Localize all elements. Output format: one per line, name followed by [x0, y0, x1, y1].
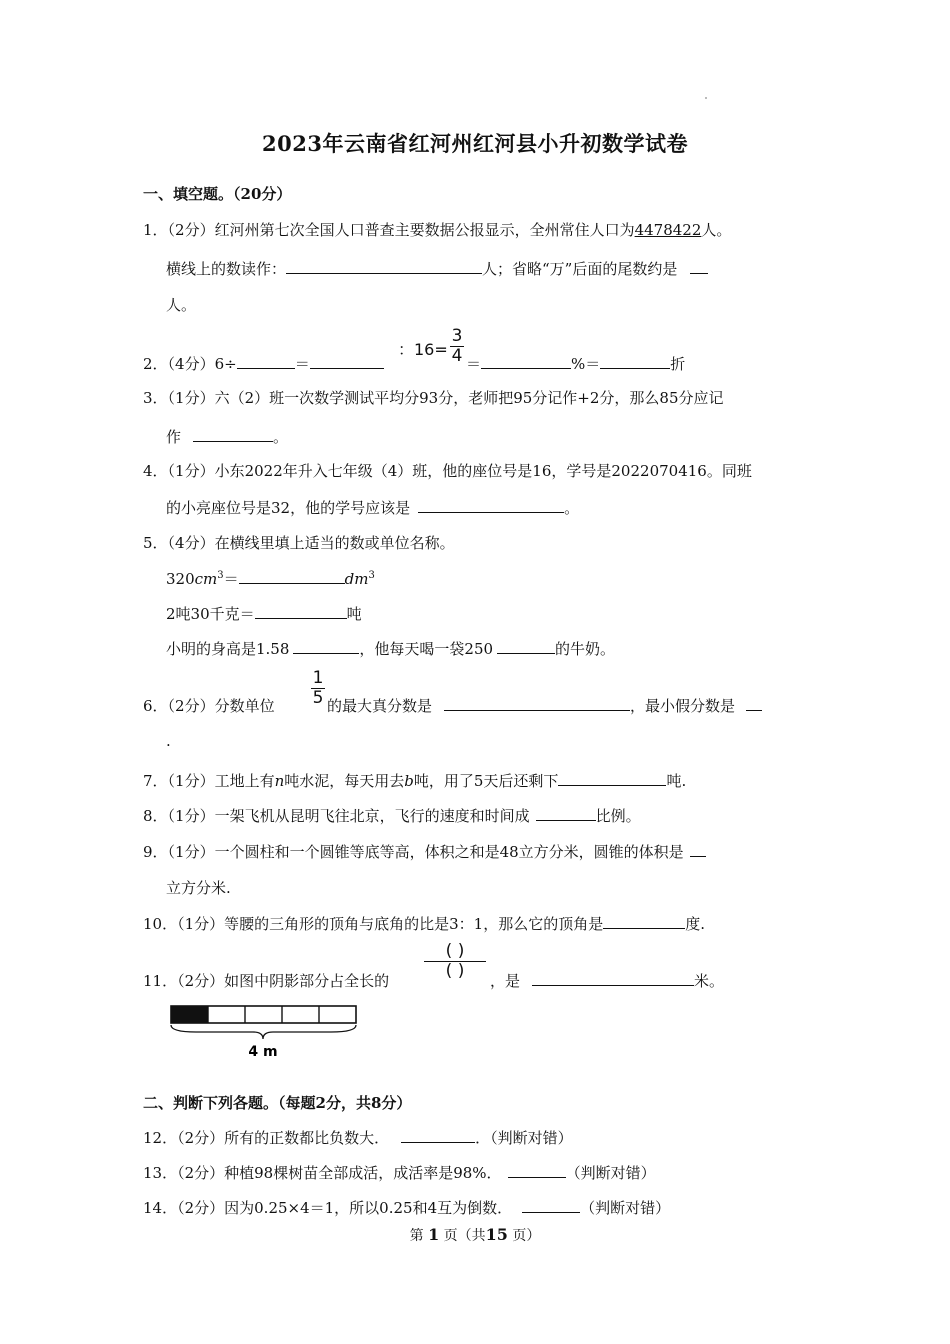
question-3-line-1: 3．（1分）六（2）班一次数学测试平均分93分，老师把95分记作+2分，那么85分应记	[143, 389, 724, 407]
q4-blank[interactable]	[418, 498, 564, 513]
q12-judge: ．（判断对错）	[475, 1129, 573, 1147]
q8-blank[interactable]	[536, 806, 596, 821]
q7-var-b: b	[404, 772, 414, 790]
q11-text: 11．（2分）如图中阴影部分占全长的	[143, 972, 390, 990]
q5-a-equals: ＝	[223, 570, 239, 588]
q1-read-blank[interactable]	[286, 259, 482, 274]
q7-text-2: 吨水泥，每天用去	[284, 772, 405, 790]
q2-percent: %＝	[571, 355, 601, 373]
q13-judge: （判断对错）	[565, 1164, 656, 1182]
question-1-line-2	[166, 258, 708, 279]
q6-fraction-1-5	[311, 669, 325, 708]
q11-bar-figure	[166, 1000, 366, 1062]
scan-speck	[705, 97, 707, 99]
q6-text-mid: 的最大真分数是	[327, 697, 433, 715]
q5-c-text: 小明的身高是1.58	[166, 640, 290, 658]
q6-fraction-denominator: 5	[312, 688, 324, 708]
q12-text: 12．（2分）所有的正数都比负数大．	[143, 1129, 390, 1147]
q1-underlined-number: 4478422	[634, 221, 702, 239]
q11-blank[interactable]	[532, 971, 694, 986]
q2-fraction-3-4	[450, 327, 464, 366]
q6-blank-2[interactable]	[746, 696, 762, 711]
q5-c-blank-2[interactable]	[497, 639, 555, 654]
q5-c-blank-1[interactable]	[293, 639, 359, 654]
q6-blank-1[interactable]	[444, 696, 630, 711]
q7-unit: 吨.	[666, 772, 687, 790]
question-5: 5．（4分）在横线里填上适当的数或单位名称。	[143, 534, 455, 552]
question-12	[143, 1127, 573, 1148]
question-2	[143, 353, 384, 374]
question-9-line-1	[143, 841, 706, 862]
q5-part-c	[166, 638, 615, 659]
q8-text-end: 比例。	[595, 807, 641, 825]
q1-text-end: 人。	[701, 221, 732, 239]
page-title: 2023年云南省红河州红河县小升初数学试卷	[262, 131, 688, 156]
q14-judge: （判断对错）	[580, 1199, 671, 1217]
q2-text: 2．（4分）6÷	[143, 355, 237, 373]
question-8	[143, 805, 641, 826]
question-2-rest	[466, 353, 685, 374]
q5-b-text: 2吨30千克＝	[166, 605, 255, 623]
q12-blank[interactable]	[401, 1128, 475, 1143]
q11-text-mid: ，是	[490, 972, 521, 990]
q6-text: 6．（2分）分数单位	[143, 697, 275, 715]
question-11-rest	[490, 970, 724, 991]
q7-text: 7．（1分）工地上有	[143, 772, 275, 790]
q3-end: 。	[273, 428, 289, 446]
q2-discount: 折	[670, 355, 686, 373]
q8-text: 8．（1分）一架飞机从昆明飞往北京，飞行的速度和时间成	[143, 807, 530, 825]
q7-blank[interactable]	[558, 771, 666, 786]
q5-b-blank[interactable]	[255, 604, 347, 619]
question-14	[143, 1197, 670, 1218]
section-2-heading: 二、判断下列各题。（每题2分，共8分）	[143, 1094, 412, 1112]
q13-text: 13．（2分）种植98棵树苗全部成活，成活率是98%．	[143, 1164, 502, 1182]
q6-fraction-numerator: 1	[312, 668, 324, 688]
q2-fraction-numerator: 3	[451, 326, 463, 346]
question-6-line-2: .	[166, 732, 171, 750]
footer-text-3: 页）	[512, 1228, 541, 1244]
bar-brace	[171, 1025, 356, 1039]
q7-text-3: 吨，用了5天后还剩下	[413, 772, 559, 790]
q5-a-blank[interactable]	[239, 569, 345, 584]
q1-approx-blank[interactable]	[690, 259, 708, 274]
q4-end: 。	[564, 499, 580, 517]
q14-text: 14．（2分）因为0.25×4＝1，所以0.25和4互为倒数．	[143, 1199, 513, 1217]
q1-approx-label: 人；省略“万”后面的尾数约是	[482, 260, 678, 278]
q10-text: 10．（1分）等腰的三角形的顶角与底角的比是3：1，那么它的顶角是	[143, 915, 604, 933]
q11-numerator-paren: ( )	[445, 941, 465, 961]
q11-unit: 米。	[694, 972, 725, 990]
q10-unit: 度.	[685, 915, 706, 933]
bar-length-label: 4 m	[248, 1044, 278, 1060]
question-4-line-1: 4．（1分）小东2022年升入七年级（4）班，他的座位号是16，学号是2022070416。同班	[143, 462, 752, 480]
footer-total-pages: 15	[485, 1225, 508, 1244]
q11-fraction-blank[interactable]	[424, 942, 486, 981]
q10-blank[interactable]	[603, 914, 685, 929]
footer-text-1: 第	[409, 1228, 424, 1244]
question-7	[143, 770, 686, 791]
q2-blank-2[interactable]	[310, 354, 384, 369]
footer-text-2: 页（共	[443, 1228, 486, 1244]
q3-label: 作	[166, 428, 182, 446]
q9-blank[interactable]	[690, 842, 706, 857]
q1-read-label: 横线上的数读作：	[166, 260, 287, 278]
q7-var-n: n	[274, 772, 285, 790]
question-13	[143, 1162, 656, 1183]
question-1-line-1	[143, 219, 731, 240]
question-6	[143, 695, 275, 716]
q2-fraction-denominator: 4	[451, 346, 463, 366]
q5-b-unit: 吨	[346, 605, 362, 623]
q5-a-number: 320	[166, 570, 195, 588]
q5-a-unit: cm	[194, 570, 218, 588]
bar-shaded-segment	[171, 1006, 208, 1023]
q5-a-unit-2: dm	[344, 570, 369, 588]
q13-blank[interactable]	[508, 1163, 566, 1178]
q2-blank-4[interactable]	[600, 354, 670, 369]
q9-text: 9．（1分）一个圆柱和一个圆锥等底等高，体积之和是48立方分米，圆锥的体积是	[143, 843, 684, 861]
q6-text-end: ，最小假分数是	[630, 697, 736, 715]
q5-a-exponent-2: 3	[368, 570, 375, 581]
q2-equals-2: ＝	[466, 355, 482, 373]
q2-blank-3[interactable]	[481, 354, 571, 369]
q3-blank[interactable]	[193, 427, 273, 442]
q5-part-b	[166, 603, 362, 624]
q11-denominator-paren: ( )	[445, 961, 465, 981]
q1-text: 1．（2分）红河州第七次全国人口普查主要数据公报显示，全州常住人口为	[143, 221, 635, 239]
q2-ratio-16: ：16=	[398, 340, 448, 359]
question-1-line-3: 人。	[166, 296, 197, 314]
section-1-heading: 一、填空题。（20分）	[143, 185, 292, 203]
q4-label: 的小亮座位号是32，他的学号应该是	[166, 499, 411, 517]
footer-page-number: 1	[428, 1225, 440, 1244]
question-10	[143, 913, 705, 934]
q2-blank-1[interactable]	[237, 354, 295, 369]
q2-equals-1: ＝	[294, 355, 310, 373]
q5-a-exponent: 3	[217, 570, 224, 581]
q5-c-text-mid: ，他每天喝一袋250	[359, 640, 494, 658]
q14-blank[interactable]	[522, 1198, 580, 1213]
question-4-line-2	[166, 497, 579, 518]
q5-c-text-end: 的牛奶。	[555, 640, 616, 658]
question-11	[143, 970, 389, 991]
question-6-rest	[327, 695, 762, 716]
question-9-line-2: 立方分米.	[166, 879, 231, 897]
question-3-line-2	[166, 426, 288, 447]
q5-part-a	[166, 568, 375, 589]
page-footer	[0, 1225, 950, 1245]
